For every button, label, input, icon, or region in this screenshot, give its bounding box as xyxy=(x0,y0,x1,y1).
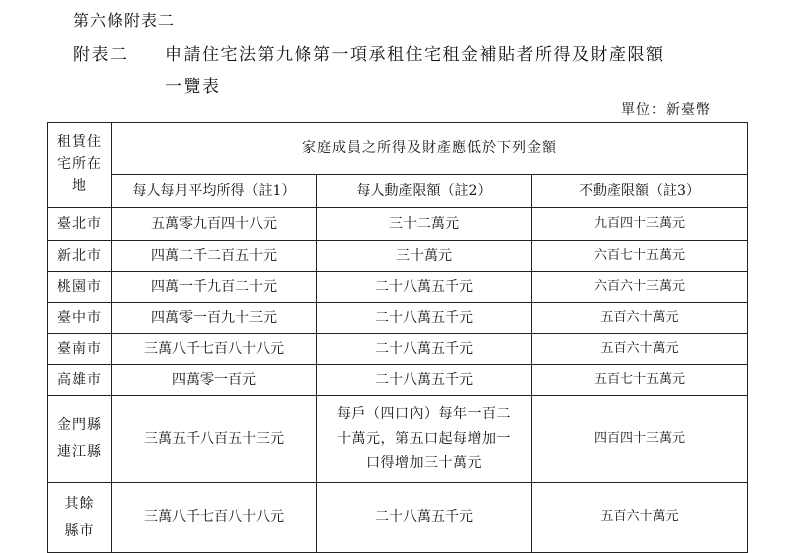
row-location-line: 臺中市 xyxy=(57,309,102,326)
document-title-continuation: 一覽表 xyxy=(165,77,221,97)
row-movable-line: 二十八萬五千元 xyxy=(375,340,473,357)
row-movable-limit xyxy=(317,241,532,272)
appendix-label: 第六條附表二 xyxy=(73,11,176,30)
header-real-estate: 不動產限額（註3） xyxy=(532,175,748,208)
row-location-line: 縣市 xyxy=(64,522,95,539)
row-movable-line: 二十八萬五千元 xyxy=(375,371,473,388)
row-location-line: 臺南市 xyxy=(57,340,102,357)
row-real-estate-limit: 四百四十三萬元 xyxy=(532,396,748,483)
row-movable-line: 二十八萬五千元 xyxy=(375,278,473,295)
row-location-line: 新北市 xyxy=(57,247,102,264)
row-real-estate-limit: 五百七十五萬元 xyxy=(532,365,748,396)
row-real-estate-limit: 五百六十萬元 xyxy=(532,483,748,553)
row-location-line: 連江縣 xyxy=(57,444,102,460)
row-income-limit: 四萬一千九百二十元 xyxy=(112,272,317,303)
row-income-limit: 四萬二千二百五十元 xyxy=(112,241,317,272)
table-row xyxy=(48,483,748,553)
title-prefix: 附表二 xyxy=(73,45,129,65)
row-movable-limit xyxy=(317,303,532,334)
header-group: 家庭成員之所得及財產應低於下列金額 xyxy=(112,123,748,175)
row-income-limit: 五萬零九百四十八元 xyxy=(112,208,317,241)
row-real-estate-limit: 六百六十三萬元 xyxy=(532,272,748,303)
row-location xyxy=(48,208,112,241)
row-location xyxy=(48,396,112,483)
row-movable-limit xyxy=(317,483,532,553)
row-income-limit: 三萬八千七百八十八元 xyxy=(112,483,317,553)
table-row xyxy=(48,365,748,396)
row-location xyxy=(48,241,112,272)
row-movable-line: 每戶（四口內）每年一百二 xyxy=(337,406,511,423)
row-real-estate-limit: 六百七十五萬元 xyxy=(532,241,748,272)
document-title xyxy=(73,40,665,65)
row-location xyxy=(48,334,112,365)
header-location-line: 地 xyxy=(72,177,87,194)
row-location xyxy=(48,365,112,396)
header-location xyxy=(48,123,112,208)
table-row xyxy=(48,208,748,241)
row-movable-line: 二十八萬五千元 xyxy=(375,309,473,326)
row-location-line: 高雄市 xyxy=(57,371,102,388)
row-movable-line: 口得增加三十萬元 xyxy=(366,455,482,472)
row-income-limit: 四萬零一百九十三元 xyxy=(112,303,317,334)
header-income: 每人每月平均所得（註1） xyxy=(112,175,317,208)
row-real-estate-limit: 五百六十萬元 xyxy=(532,303,748,334)
row-income-limit: 四萬零一百元 xyxy=(112,365,317,396)
row-movable-line: 三十萬元 xyxy=(396,247,452,264)
income-asset-limit-table xyxy=(47,122,748,553)
header-location-line: 宅所在 xyxy=(57,156,102,173)
row-location-line: 桃園市 xyxy=(57,278,102,295)
table-row xyxy=(48,303,748,334)
table-row xyxy=(48,272,748,303)
row-location-line: 金門縣 xyxy=(57,417,102,434)
table-row xyxy=(48,334,748,365)
row-movable-line: 三十二萬元 xyxy=(389,215,459,232)
row-location-line: 臺北市 xyxy=(57,215,102,232)
row-movable-limit xyxy=(317,208,532,241)
row-location xyxy=(48,303,112,334)
row-movable-limit xyxy=(317,365,532,396)
row-movable-limit xyxy=(317,272,532,303)
title-text: 申請住宅法第九條第一項承租住宅租金補貼者所得及財產限額 xyxy=(165,45,665,65)
header-location-line: 租賃住 xyxy=(57,134,102,151)
row-movable-limit xyxy=(317,396,532,483)
currency-unit-note: 單位：新臺幣 xyxy=(621,102,711,118)
row-movable-line: 十萬元，第五口起每增加一 xyxy=(337,430,511,447)
table-row xyxy=(48,241,748,272)
table-row xyxy=(48,396,748,483)
row-movable-limit xyxy=(317,334,532,365)
row-location xyxy=(48,483,112,553)
row-location-line: 其餘 xyxy=(64,495,95,512)
row-real-estate-limit: 五百六十萬元 xyxy=(532,334,748,365)
row-movable-line: 二十八萬五千元 xyxy=(375,509,473,526)
row-income-limit: 三萬五千八百五十三元 xyxy=(112,396,317,483)
row-real-estate-limit: 九百四十三萬元 xyxy=(532,208,748,241)
header-movable: 每人動產限額（註2） xyxy=(317,175,532,208)
row-location xyxy=(48,272,112,303)
row-income-limit: 三萬八千七百八十八元 xyxy=(112,334,317,365)
